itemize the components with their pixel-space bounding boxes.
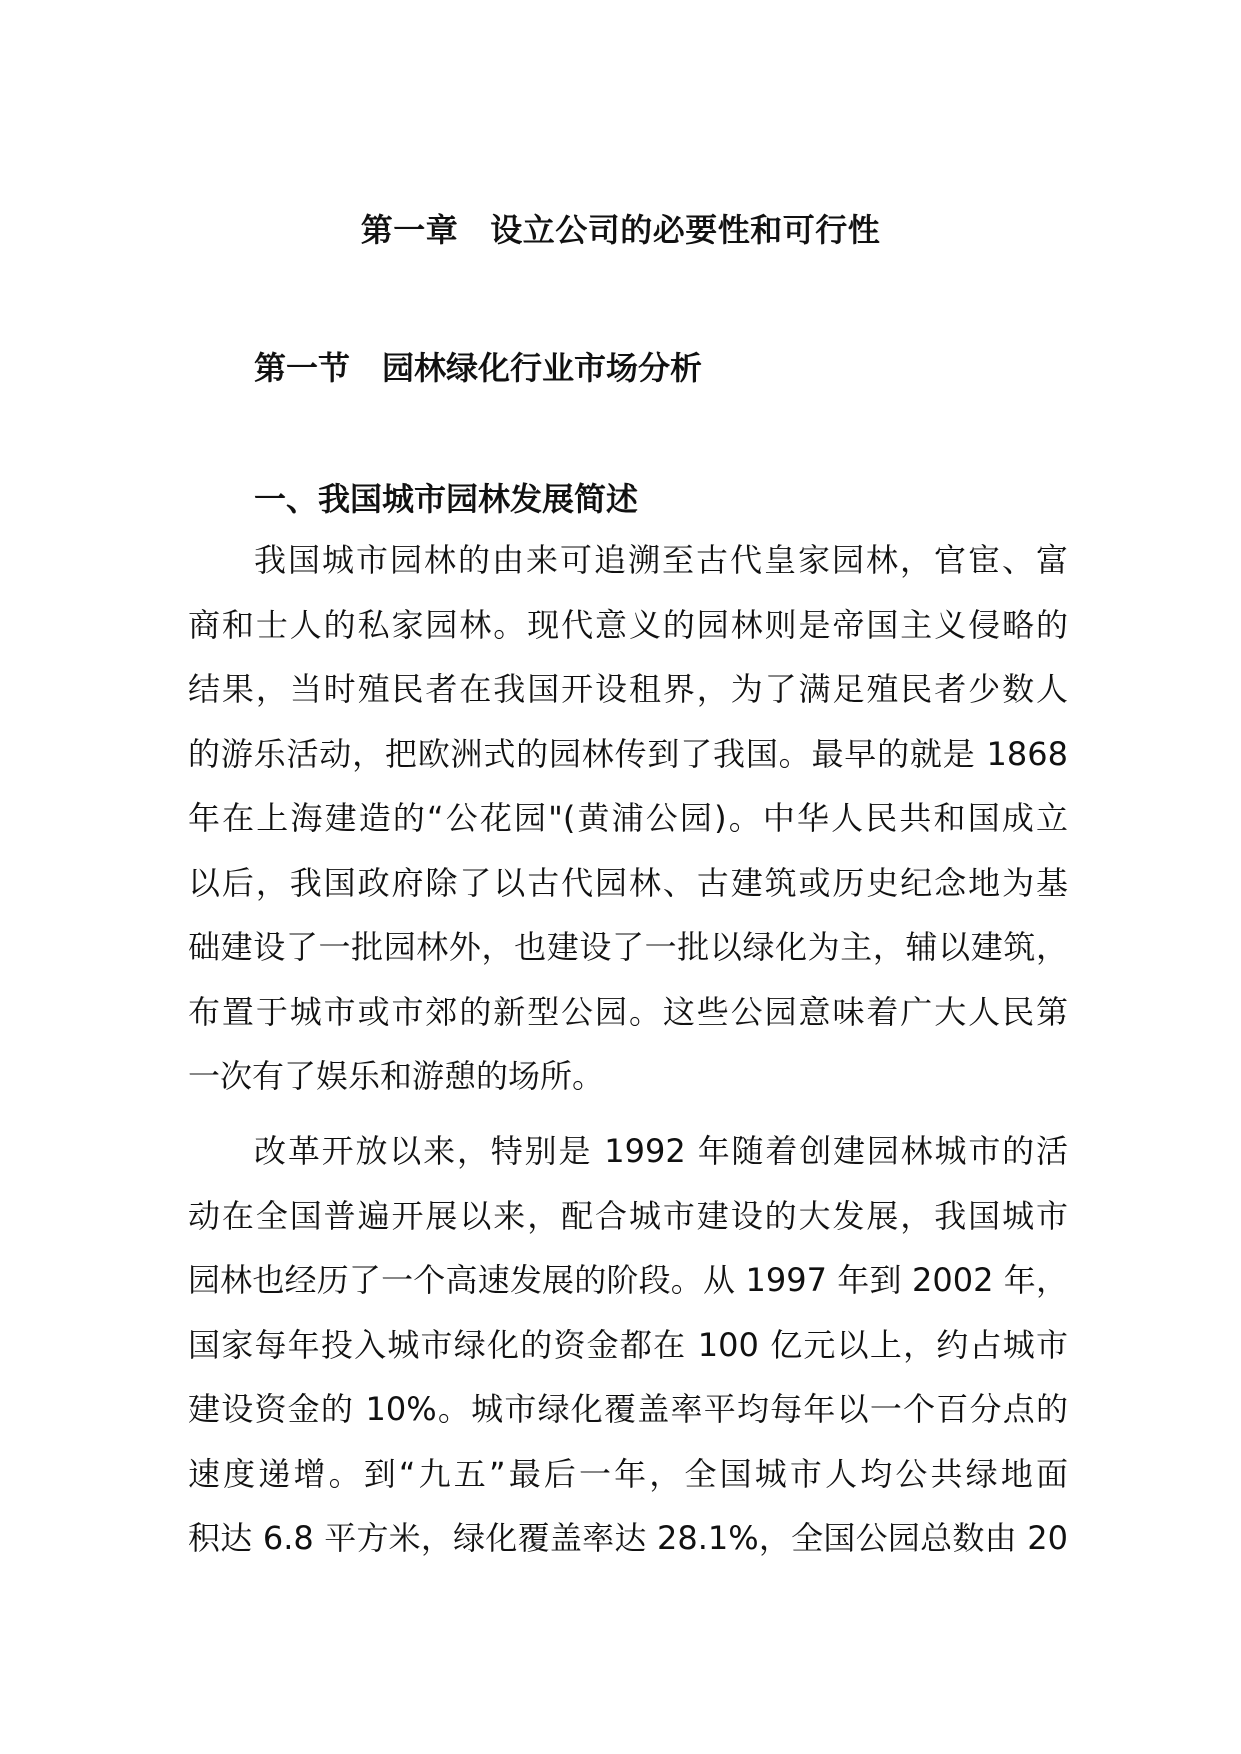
section-title: [254, 345, 702, 391]
paragraph-line: 一次有了娱乐和游憩的场所。: [188, 1057, 605, 1095]
subsection-title: 一、我国城市园林发展简述: [254, 480, 639, 518]
section-label: 第一节: [254, 349, 351, 387]
paragraph-reform: [188, 1119, 1068, 1571]
paragraph-origins: [188, 528, 1068, 1109]
section-title-text: 园林绿化行业市场分析: [382, 349, 703, 387]
paragraph-line: 积达 6.8 平方米，绿化覆盖率达 28.1%，全国公园总数由 20: [188, 1519, 1068, 1557]
paragraph-line: 我国城市园林的由来可追溯至古代皇家园林，官宦、富: [254, 541, 1068, 579]
paragraph-line: 布置于城市或市郊的新型公园。这些公园意味着广大人民第: [188, 992, 1068, 1031]
paragraph-line: 改革开放以来，特别是 1992 年随着创建园林城市的活: [254, 1132, 1068, 1170]
paragraph-line: 商和士人的私家园林。现代意义的园林则是帝国主义侵略的: [188, 605, 1068, 644]
paragraph-line: 动在全国普遍开展以来，配合城市建设的大发展，我国城市: [188, 1196, 1068, 1235]
paragraph-line: 结果，当时殖民者在我国开设租界，为了满足殖民者少数人: [188, 670, 1068, 708]
paragraph-line: 国家每年投入城市绿化的资金都在 100 亿元以上，约占城市: [188, 1325, 1068, 1364]
paragraph-line: 的游乐活动，把欧洲式的园林传到了我国。最早的就是 1868: [188, 734, 1068, 773]
paragraph-line: 年在上海建造的“公花园"(黄浦公园)。中华人民共和国成立: [188, 799, 1068, 837]
paragraph-line: 建设资金的 10%。城市绿化覆盖率平均每年以一个百分点的: [188, 1390, 1068, 1428]
paragraph-line: 以后，我国政府除了以古代园林、古建筑或历史纪念地为基: [188, 863, 1068, 902]
paragraph-line: 园林也经历了一个高速发展的阶段。从 1997 年到 2002 年，: [188, 1261, 1068, 1299]
paragraph-line: 础建设了一批园林外，也建设了一批以绿化为主，辅以建筑，: [188, 928, 1068, 966]
chapter-title: [0, 207, 1241, 253]
chapter-label: 第一章: [360, 211, 459, 249]
paragraph-line: 速度递增。到“九五”最后一年，全国城市人均公共绿地面: [188, 1454, 1068, 1493]
chapter-title-text: 设立公司的必要性和可行性: [490, 211, 881, 249]
